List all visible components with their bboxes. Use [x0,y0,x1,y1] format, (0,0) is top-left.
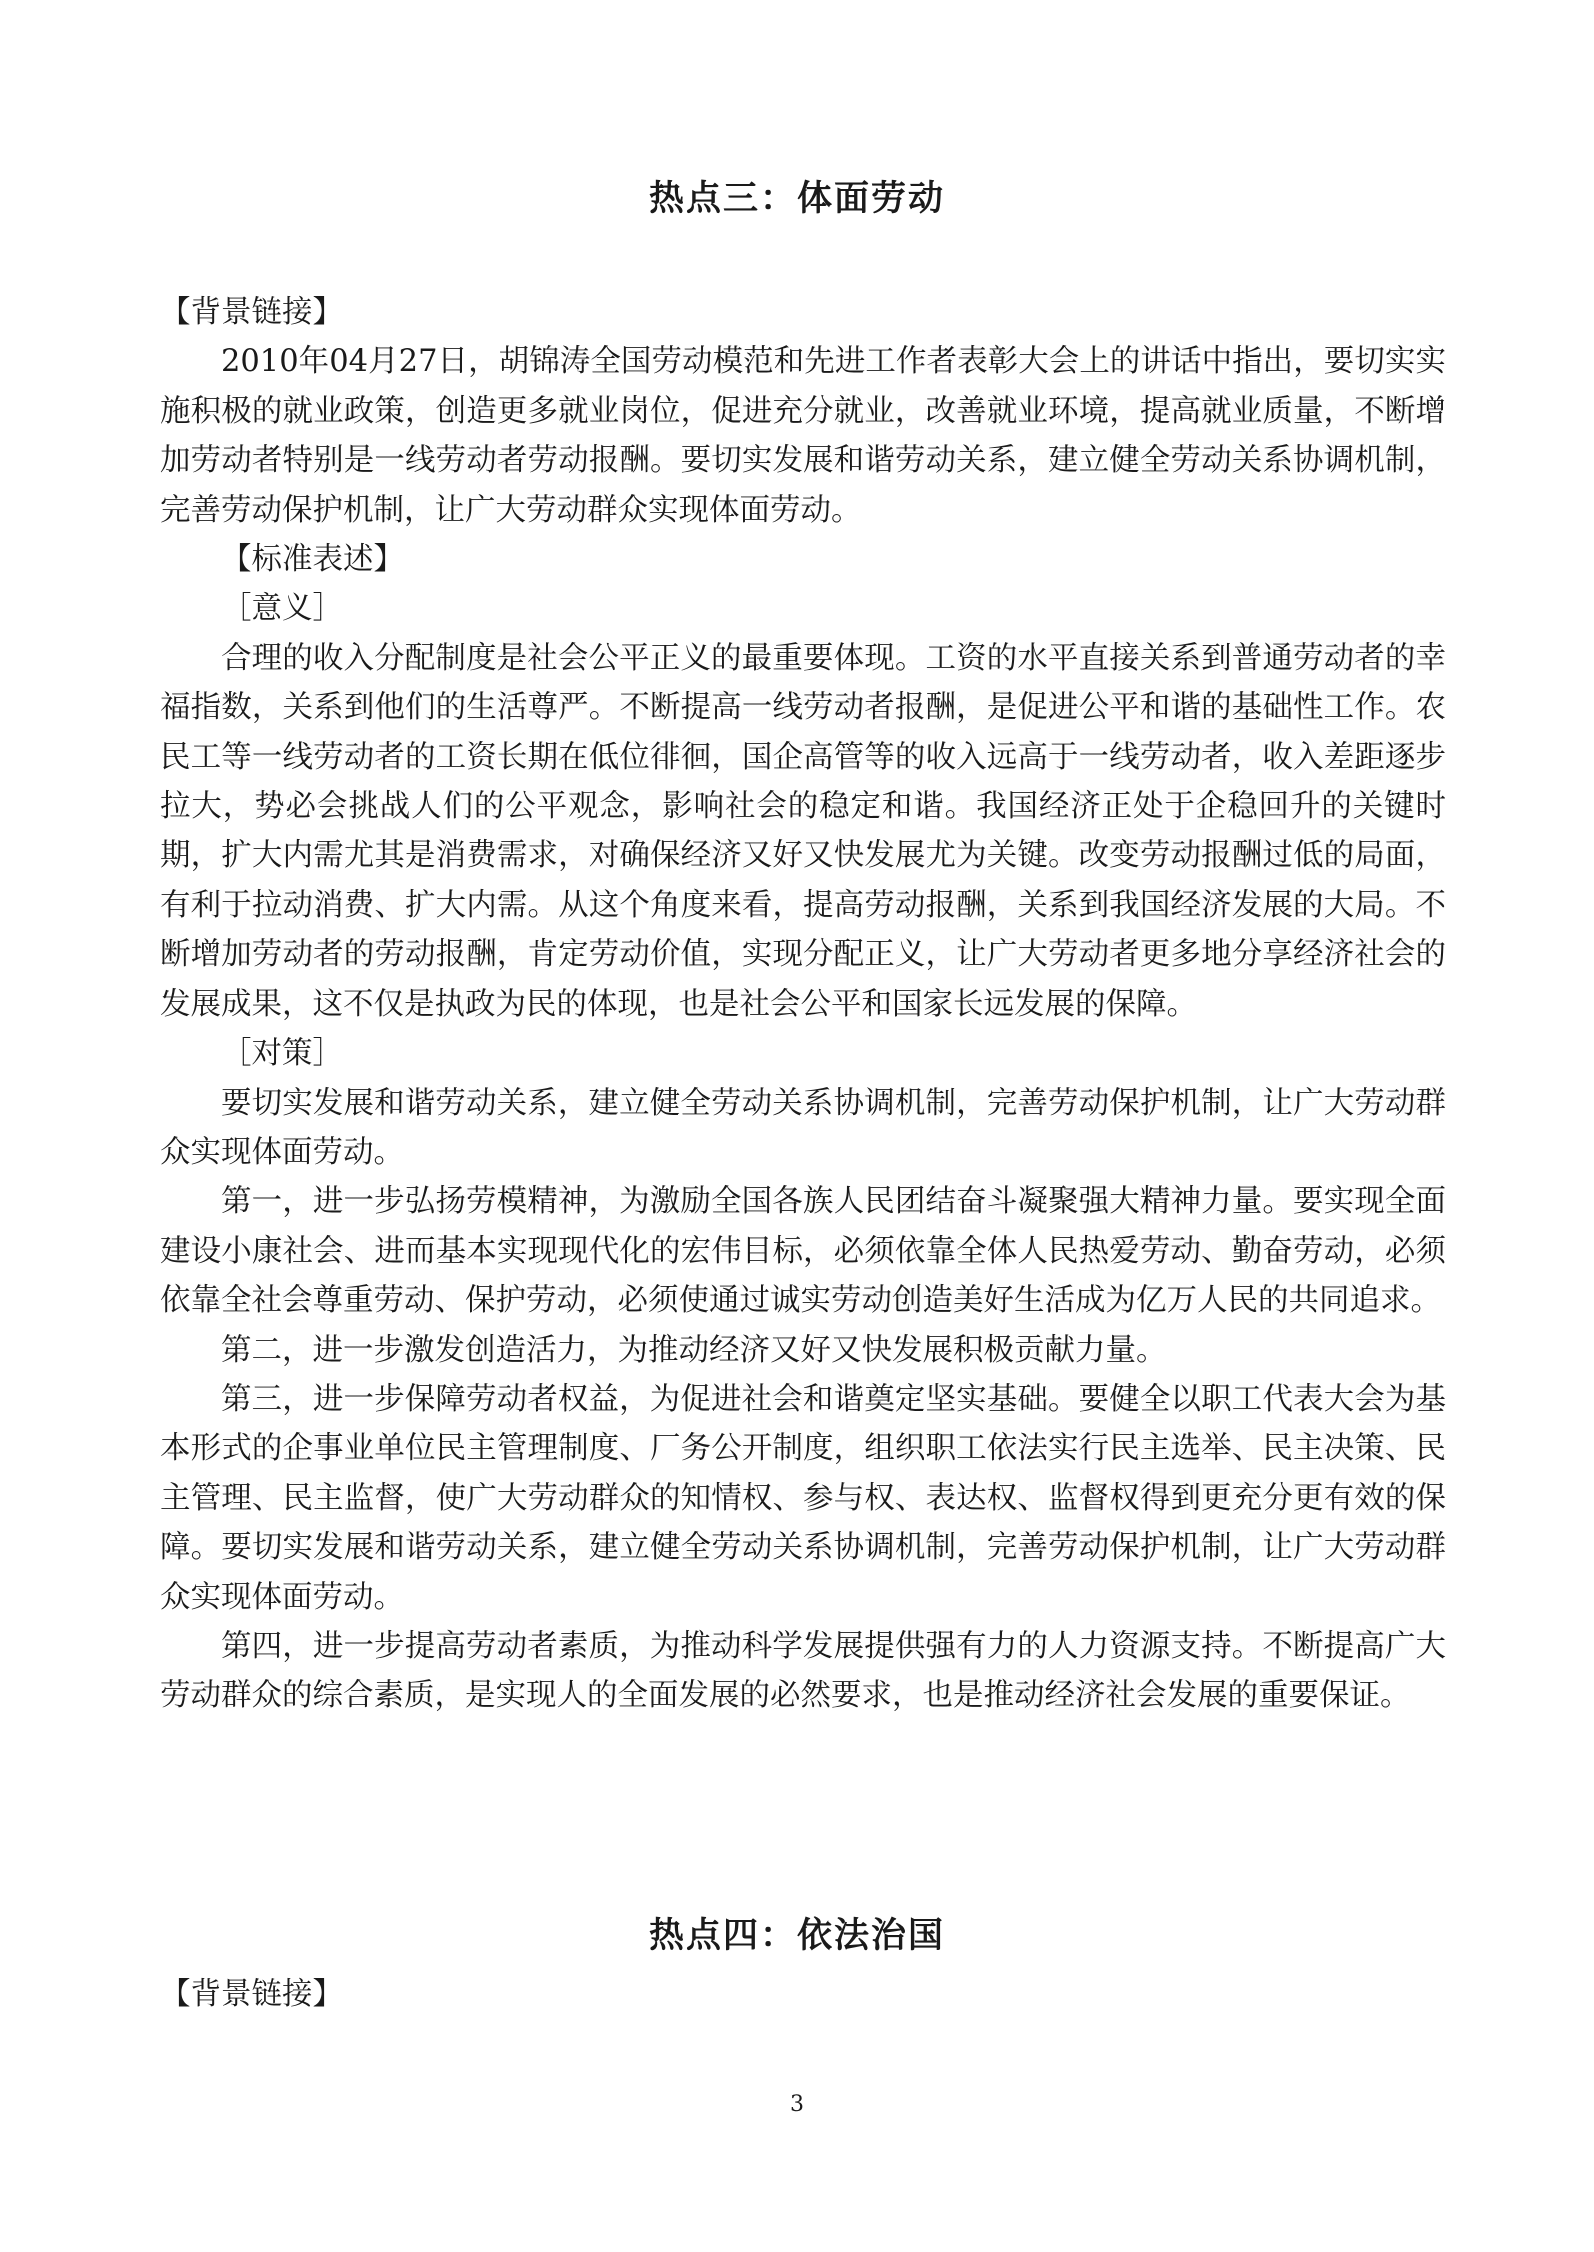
measures-label: ［对策］ [221,1036,343,1072]
section-body [160,288,1446,1721]
section-title-hotspot-3: 热点三：体面劳动 [648,178,945,219]
section-title-hotspot-4: 热点四：依法治国 [648,1915,945,1956]
measures-intro-paragraph: 要切实发展和谐劳动关系，建立健全劳动关系协调机制，完善劳动保护机制，让广大劳动群众实现体面劳动。 [160,1085,1446,1170]
background-link-label-2: 【背景链接】 [160,1977,343,2012]
measure-third-paragraph: 第三，进一步保障劳动者权益，为促进社会和谐奠定坚实基础。要健全以职工代表大会为基本形式的企事业单位民主管理制度、厂务公开制度，组织职工依法实行民主选举、民主决策、民主管理、民主监督，使广大劳动群众的知情权、参与权、表达权、监督权得到更充分更有效的保障。要切实发展和谐劳动关系，建立健全劳动关系协调机制，完善劳动保护机制，让广大劳动群众实现体面劳动。 [160,1381,1446,1615]
meaning-paragraph: 合理的收入分配制度是社会公平正义的最重要体现。工资的水平直接关系到普通劳动者的幸福指数，关系到他们的生活尊严。不断提高一线劳动者报酬，是促进公平和谐的基础性工作。农民工等一线劳动者的工资长期在低位徘徊，国企高管等的收入远高于一线劳动者，收入差距逐步拉大，势必会挑战人们的公平观念，影响社会的稳定和谐。我国经济正处于企稳回升的关键时期，扩大内需尤其是消费需求，对确保经济又好又快发展尤为关键。改变劳动报酬过低的局面，有利于拉动消费、扩大内需。从这个角度来看，提高劳动报酬，关系到我国经济发展的大局。不断增加劳动者的劳动报酬，肯定劳动价值，实现分配正义，让广大劳动者更多地分享经济社会的发展成果，这不仅是执政为民的体现，也是社会公平和国家长远发展的保障。 [160,640,1446,1022]
page-number: 3 [790,2092,804,2117]
measure-second-paragraph: 第二，进一步激发创造活力，为推动经济又好又快发展积极贡献力量。 [221,1332,1167,1368]
standard-statement-label: 【标准表述】 [221,542,404,578]
background-link-label: 【背景链接】 [160,295,343,330]
background-paragraph: 2010年04月27日，胡锦涛全国劳动模范和先进工作者表彰大会上的讲话中指出，要切实实施积极的就业政策，创造更多就业岗位，促进充分就业，改善就业环境，提高就业质量，不断增加劳动者特别是一线劳动者劳动报酬。要切实发展和谐劳动关系，建立健全劳动关系协调机制，完善劳动保护机制，让广大劳动群众实现体面劳动。 [160,344,1446,528]
meaning-label: ［意义］ [221,591,343,627]
measure-first-paragraph: 第一，进一步弘扬劳模精神，为激励全国各族人民团结奋斗凝聚强大精神力量。要实现全面建设小康社会、进而基本实现现代化的宏伟目标，必须依靠全体人民热爱劳动、勤奋劳动，必须依靠全社会尊重劳动、保护劳动，必须使通过诚实劳动创造美好生活成为亿万人民的共同追求。 [160,1184,1446,1319]
measure-fourth-paragraph: 第四，进一步提高劳动者素质，为推动科学发展提供强有力的人力资源支持。不断提高广大劳动群众的综合素质，是实现人的全面发展的必然要求，也是推动经济社会发展的重要保证。 [160,1628,1446,1714]
